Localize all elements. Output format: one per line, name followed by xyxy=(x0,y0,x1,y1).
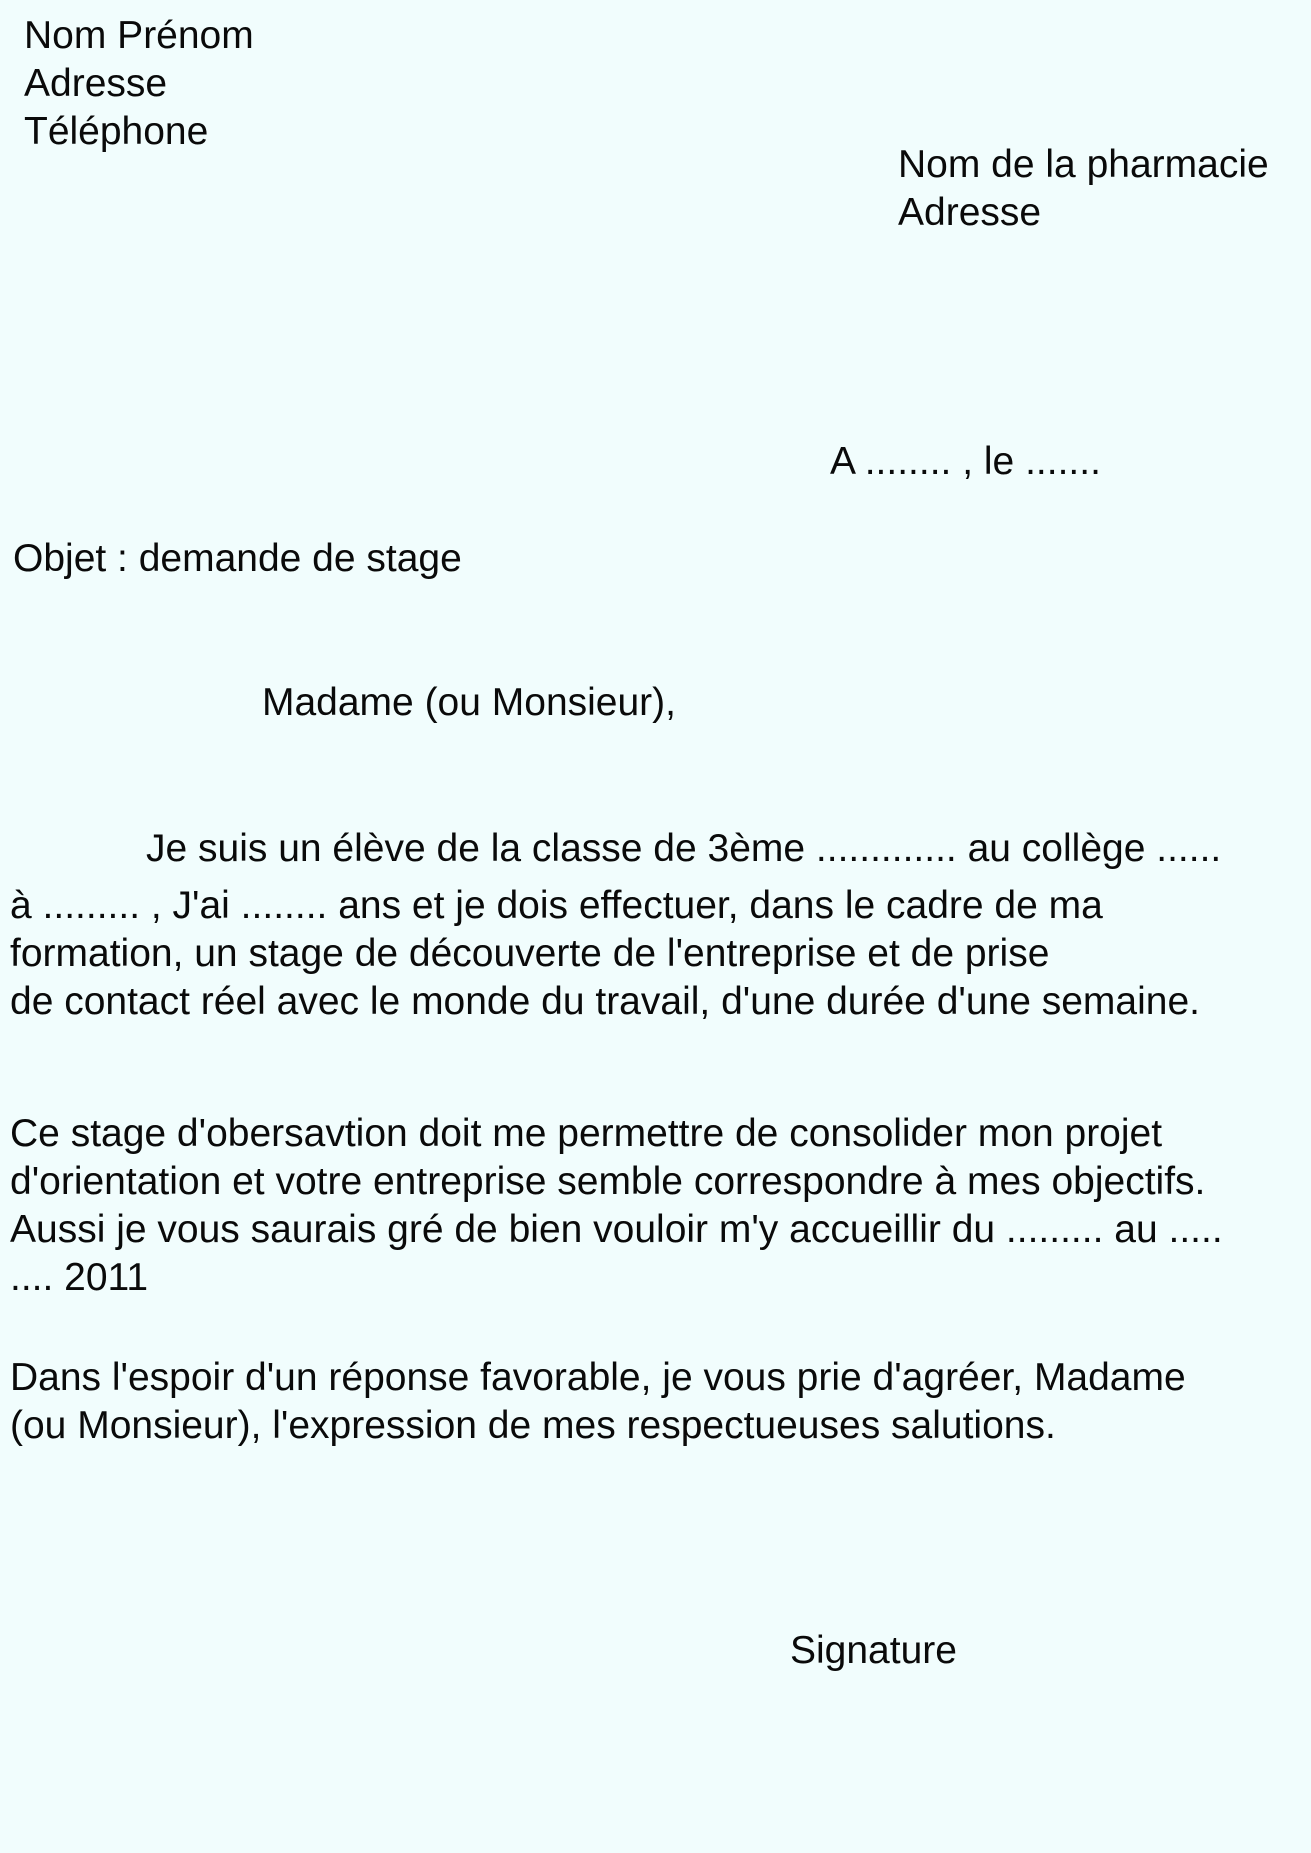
paragraph-line: de contact réel avec le monde du travail, d'une durée d'une semaine. xyxy=(10,980,1200,1023)
paragraph-line: .... 2011 xyxy=(10,1256,149,1299)
sender-name: Nom Prénom xyxy=(24,14,254,57)
paragraph-line: Ce stage d'obersavtion doit me permettre de consolider mon projet xyxy=(10,1112,1163,1155)
paragraph-line: Aussi je vous saurais gré de bien vouloir m'y accueillir du ......... au ..... xyxy=(10,1208,1223,1251)
paragraph-line: d'orientation et votre entreprise semble correspondre à mes objectifs. xyxy=(10,1160,1206,1203)
salutation: Madame (ou Monsieur), xyxy=(262,681,676,724)
paragraph-line: formation, un stage de découverte de l'entreprise et de prise xyxy=(10,932,1050,975)
recipient-name: Nom de la pharmacie xyxy=(898,143,1269,186)
paragraph-line: Je suis un élève de la classe de 3ème ............. au collège ...... xyxy=(146,827,1222,870)
paragraph-line: (ou Monsieur), l'expression de mes respectueuses salutions. xyxy=(10,1404,1056,1447)
recipient-address: Adresse xyxy=(898,191,1042,234)
sender-address: Adresse xyxy=(24,62,168,105)
signature: Signature xyxy=(790,1629,957,1672)
sender-phone: Téléphone xyxy=(24,110,209,153)
place-date: A ........ , le ....... xyxy=(830,440,1101,483)
paragraph-line: Dans l'espoir d'un réponse favorable, je vous prie d'agréer, Madame xyxy=(10,1356,1186,1399)
subject-line: Objet : demande de stage xyxy=(13,537,462,580)
paragraph-line: à ......... , J'ai ........ ans et je dois effectuer, dans le cadre de ma xyxy=(10,884,1103,927)
